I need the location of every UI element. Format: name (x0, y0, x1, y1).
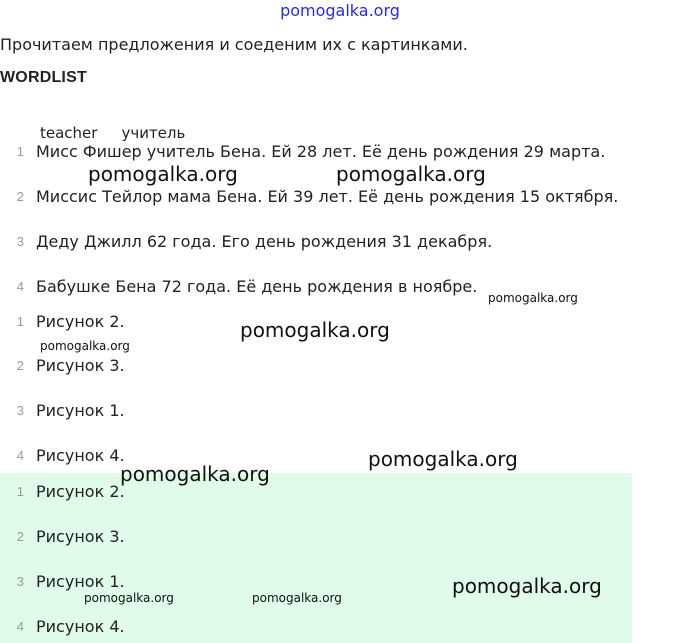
answer-text: Рисунок 3. (36, 526, 125, 546)
watermark: pomogalka.org (368, 447, 518, 471)
answer-text: Рисунок 2. (36, 481, 125, 501)
answer-text: Рисунок 4. (36, 616, 125, 636)
sentence-text: Миссис Тейлор мама Бена. Ей 39 лет. Её день рождения 15 октября. (36, 186, 619, 206)
watermark: pomogalka.org (336, 162, 486, 186)
answer-text: Рисунок 4. (36, 445, 125, 465)
watermark: pomogalka.org (240, 318, 390, 342)
sentence-item (0, 274, 477, 298)
wordlist-heading: WORDLIST (0, 69, 87, 86)
line-number: 2 (16, 528, 24, 544)
wordlist-translation: учитель (121, 124, 186, 142)
answer-item (0, 353, 125, 377)
answer-item (0, 309, 125, 333)
line-number: 1 (16, 313, 24, 329)
answer-item (0, 443, 125, 467)
line-number: 3 (16, 402, 24, 418)
watermark: pomogalka.org (452, 574, 602, 598)
line-number: 3 (16, 573, 24, 589)
watermark: pomogalka.org (40, 339, 130, 353)
sentence-text: Деду Джилл 62 года. Его день рождения 31 декабря. (36, 231, 493, 251)
sentence-text: Бабушке Бена 72 года. Её день рождения в ноябре. (36, 276, 478, 296)
wordlist-word: teacher (40, 124, 98, 142)
answer-text: Рисунок 2. (36, 311, 125, 331)
line-number: 4 (16, 618, 24, 634)
line-number: 1 (16, 483, 24, 499)
instruction-text: Прочитаем предложения и соеденим их с картинками. (0, 35, 468, 54)
sentence-item (0, 184, 618, 208)
line-number: 2 (16, 188, 24, 204)
sentence-item (0, 229, 492, 253)
watermark: pomogalka.org (252, 591, 342, 605)
watermark: pomogalka.org (488, 291, 578, 305)
answer-item (0, 398, 125, 422)
line-number: 3 (16, 233, 24, 249)
answer-text: Рисунок 1. (36, 400, 125, 420)
sentence-item (0, 139, 605, 163)
watermark: pomogalka.org (84, 591, 174, 605)
line-number: 2 (16, 357, 24, 373)
watermark: pomogalka.org (120, 462, 270, 486)
wordlist-row (40, 118, 340, 142)
answer-item (0, 614, 125, 638)
answer-item (0, 524, 125, 548)
sentence-text: Мисс Фишер учитель Бена. Ей 28 лет. Её день рождения 29 марта. (36, 141, 606, 161)
answer-text: Рисунок 3. (36, 355, 125, 375)
answer-item (0, 569, 125, 593)
answer-item (0, 479, 125, 503)
line-number: 4 (16, 278, 24, 294)
line-number: 1 (16, 143, 24, 159)
answer-text: Рисунок 1. (36, 571, 125, 591)
line-number: 4 (16, 447, 24, 463)
watermark-top: pomogalka.org (280, 1, 400, 20)
watermark: pomogalka.org (88, 162, 238, 186)
